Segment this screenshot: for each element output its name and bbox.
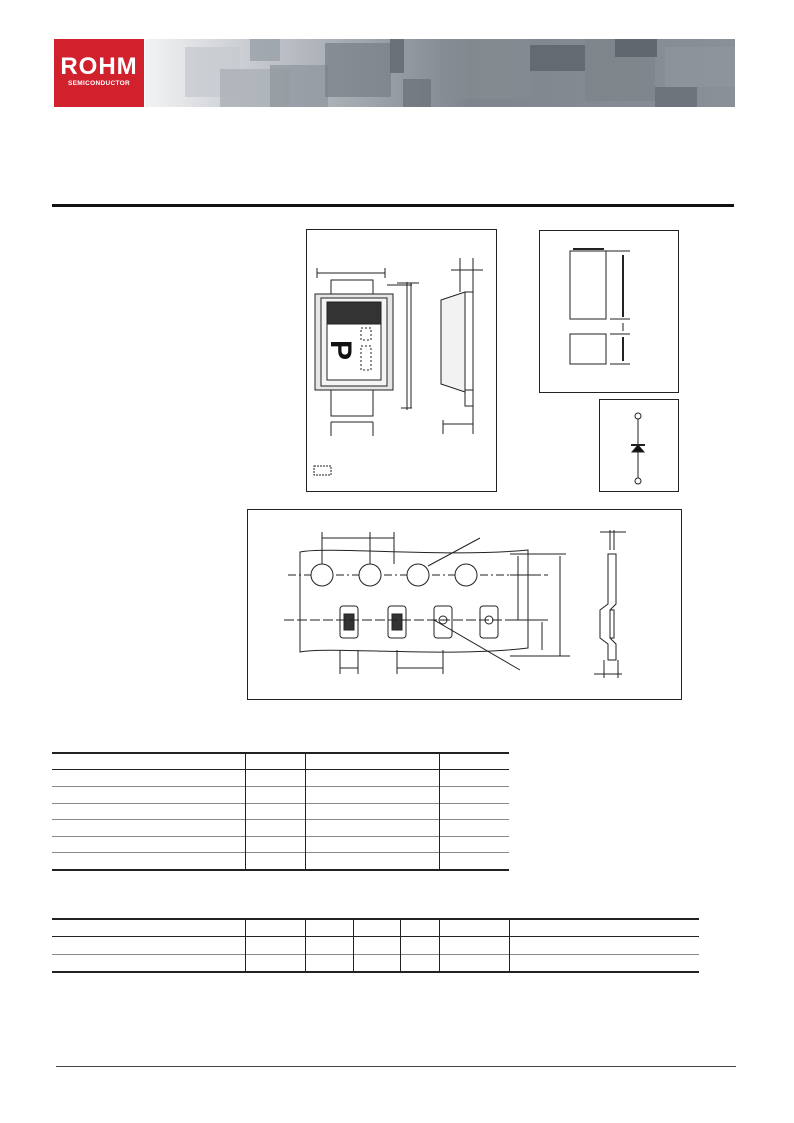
rohm-logo (54, 39, 144, 107)
outline-dimensions-panel (306, 229, 497, 492)
absolute-ratings-table (52, 752, 509, 872)
tape-reel-drawing (248, 510, 683, 701)
package-outline-drawing (307, 230, 498, 493)
table-column-divider (439, 752, 440, 870)
table-column-divider (305, 752, 306, 870)
land-pattern-drawing (540, 231, 680, 394)
electrical-characteristics-table (52, 918, 699, 976)
table-column-divider (305, 918, 306, 972)
table-rule (52, 869, 509, 871)
table-rule (52, 752, 509, 754)
table-row (52, 852, 509, 853)
title-divider (52, 204, 734, 207)
table-row (52, 954, 699, 955)
package-marking-text: P (324, 340, 357, 361)
table-row (52, 819, 509, 820)
table-row (52, 803, 509, 804)
footer-divider (56, 1066, 736, 1067)
logo-subtext: SEMICONDUCTOR (68, 80, 130, 87)
table-column-divider (439, 918, 440, 972)
table-rule (52, 918, 699, 920)
table-rule (52, 769, 509, 770)
table-column-divider (400, 918, 401, 972)
taping-specification-panel (247, 509, 682, 700)
table-column-divider (245, 752, 246, 870)
header-banner (145, 39, 735, 107)
table-column-divider (509, 918, 510, 972)
diode-symbol-drawing (600, 400, 680, 493)
table-rule (52, 971, 699, 973)
land-pattern-panel (539, 230, 679, 393)
table-row (52, 836, 509, 837)
diode-symbol-panel (599, 399, 679, 492)
table-column-divider (245, 918, 246, 972)
table-column-divider (353, 918, 354, 972)
logo-text: ROHM (60, 53, 138, 80)
table-row (52, 786, 509, 787)
table-rule (52, 936, 699, 937)
